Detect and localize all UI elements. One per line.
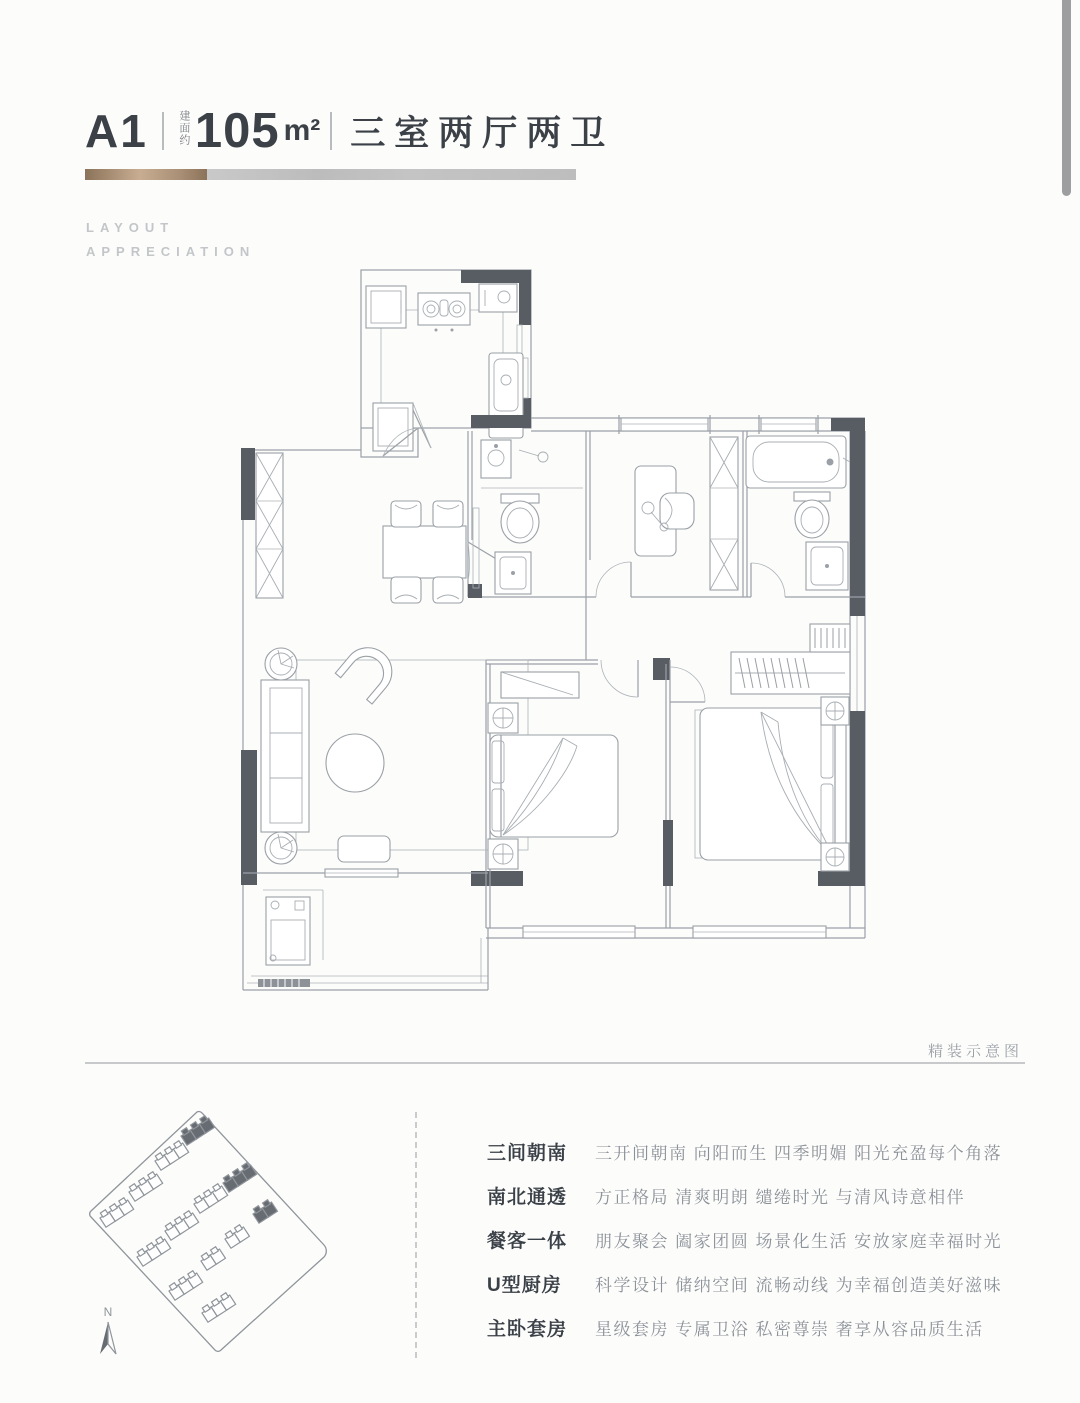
- plant-icon: [265, 648, 297, 680]
- bathroom: [473, 440, 583, 594]
- living-room: [261, 638, 528, 864]
- layout-type: 三室两厅两卫: [350, 114, 615, 153]
- title-row: [85, 103, 614, 159]
- study-door-icon: [596, 562, 631, 597]
- gradient-gray-segment: [207, 169, 576, 180]
- nightstand-icon: [821, 697, 849, 725]
- kitchen-prep-sink-icon: [479, 284, 517, 312]
- north-arrow-icon: [100, 1305, 116, 1354]
- master-bedroom-door-icon: [670, 667, 705, 702]
- header: [85, 103, 614, 159]
- nightstand-icon: [488, 703, 518, 733]
- building: [199, 1246, 226, 1271]
- feature-desc: 星级套房 专属卫浴 私密尊崇 奢享从容品质生活: [595, 1320, 984, 1339]
- highlighted-building: [251, 1199, 278, 1224]
- wardrobe-icon: [710, 437, 738, 590]
- feature-row: [487, 1314, 1047, 1341]
- subtitle-english: [86, 216, 255, 264]
- feature-row: [487, 1138, 1047, 1165]
- feature-label: 三间朝南: [487, 1143, 568, 1164]
- building: [163, 1210, 199, 1241]
- coffee-table-icon: [326, 734, 384, 792]
- vanity-icon: [495, 552, 531, 594]
- nightstand-icon: [821, 843, 849, 871]
- feature-row: [487, 1182, 1047, 1209]
- section-divider-line: [85, 1062, 1025, 1064]
- armchair-icon: [335, 638, 401, 704]
- toilet-icon: [794, 492, 830, 538]
- building: [98, 1197, 134, 1228]
- storage-cabinet-icon: [256, 453, 283, 598]
- north-label: N: [103, 1305, 113, 1319]
- dishwasher-icon: [373, 403, 431, 451]
- dashed-divider: [415, 1112, 417, 1358]
- building: [192, 1183, 228, 1214]
- feature-desc: 方正格局 清爽明朗 缱绻时光 与清风诗意相伴: [595, 1188, 966, 1207]
- building: [167, 1270, 203, 1301]
- bed-icon: [700, 708, 846, 860]
- area-prefix-label: 建面约: [177, 110, 190, 146]
- siteplan: [75, 1092, 385, 1397]
- floorplan-drawing: [233, 260, 883, 1005]
- gradient-accent-bar: [85, 169, 576, 180]
- floorplan: [233, 260, 883, 1010]
- bed-icon: [490, 735, 618, 837]
- feature-list: [487, 1138, 1047, 1358]
- balcony-sliding-door-icon: [243, 869, 488, 877]
- toilet-icon: [501, 494, 539, 543]
- feature-label: U型厨房: [487, 1275, 562, 1296]
- feature-row: [487, 1226, 1047, 1253]
- vanity-icon: [806, 542, 848, 590]
- title-divider-2: [330, 112, 332, 150]
- floorplan-caption: 精装示意图: [927, 1043, 1023, 1060]
- closet-hangers-icon: [731, 624, 850, 694]
- feature-row: [487, 1270, 1047, 1297]
- feature-desc: 朋友聚会 阖家团圆 场景化生活 安放家庭幸福时光: [595, 1232, 1003, 1251]
- building: [135, 1236, 171, 1267]
- fridge-icon: [366, 286, 406, 328]
- feature-desc: 科学设计 储纳空间 流畅动线 为幸福创造美好滋味: [595, 1276, 1003, 1295]
- feature-desc: 三开间朝南 向阳而生 四季明媚 阳光充盈每个角落: [595, 1144, 1003, 1163]
- area-unit: m²: [283, 114, 321, 147]
- dining-area: [256, 453, 466, 603]
- siteplan-drawing: [75, 1092, 385, 1392]
- master-bathroom: [746, 436, 850, 590]
- feature-label: 餐客一体: [487, 1231, 568, 1252]
- scrollbar-thumb[interactable]: [1062, 0, 1071, 196]
- subtitle-line-2: APPRECIATION: [86, 244, 256, 260]
- cooktop-icon: [418, 293, 470, 332]
- bedroom2-door-icon: [601, 660, 638, 697]
- window-icon: [619, 415, 710, 434]
- building: [200, 1292, 236, 1323]
- feature-label: 南北通透: [487, 1187, 568, 1208]
- nightstand-icon: [488, 839, 518, 869]
- area-value: 105: [194, 104, 280, 158]
- bath-door-icon: [468, 542, 498, 580]
- building: [153, 1140, 189, 1171]
- plant-icon: [265, 832, 297, 864]
- ottoman-icon: [338, 836, 390, 862]
- highlighted-building: [179, 1115, 215, 1146]
- window-icon: [759, 415, 818, 434]
- kitchen: [361, 270, 531, 457]
- unit-code: A1: [85, 105, 148, 157]
- highlighted-building: [221, 1162, 257, 1193]
- bedroom-2: [488, 672, 618, 869]
- building: [127, 1171, 163, 1202]
- washbasin-icon: [481, 440, 511, 478]
- desk-icon: [635, 466, 694, 556]
- master-bedroom: [695, 624, 850, 871]
- window-icon: [693, 926, 826, 938]
- master-bath-door-icon: [751, 563, 785, 597]
- balcony: [243, 890, 488, 990]
- washer-icon: [266, 897, 310, 965]
- window-icon: [523, 926, 635, 938]
- outer-walls: [241, 415, 865, 990]
- sofa-icon: [261, 680, 309, 832]
- gradient-bronze-segment: [85, 169, 207, 180]
- study-room: [635, 437, 738, 590]
- subtitle-line-1: LAYOUT: [86, 220, 175, 235]
- building: [223, 1224, 250, 1249]
- title-divider: [162, 112, 164, 150]
- dining-table-icon: [383, 501, 466, 603]
- feature-label: 主卧套房: [487, 1319, 568, 1340]
- balcony-hatch: [258, 979, 310, 987]
- bathtub-icon: [746, 436, 850, 488]
